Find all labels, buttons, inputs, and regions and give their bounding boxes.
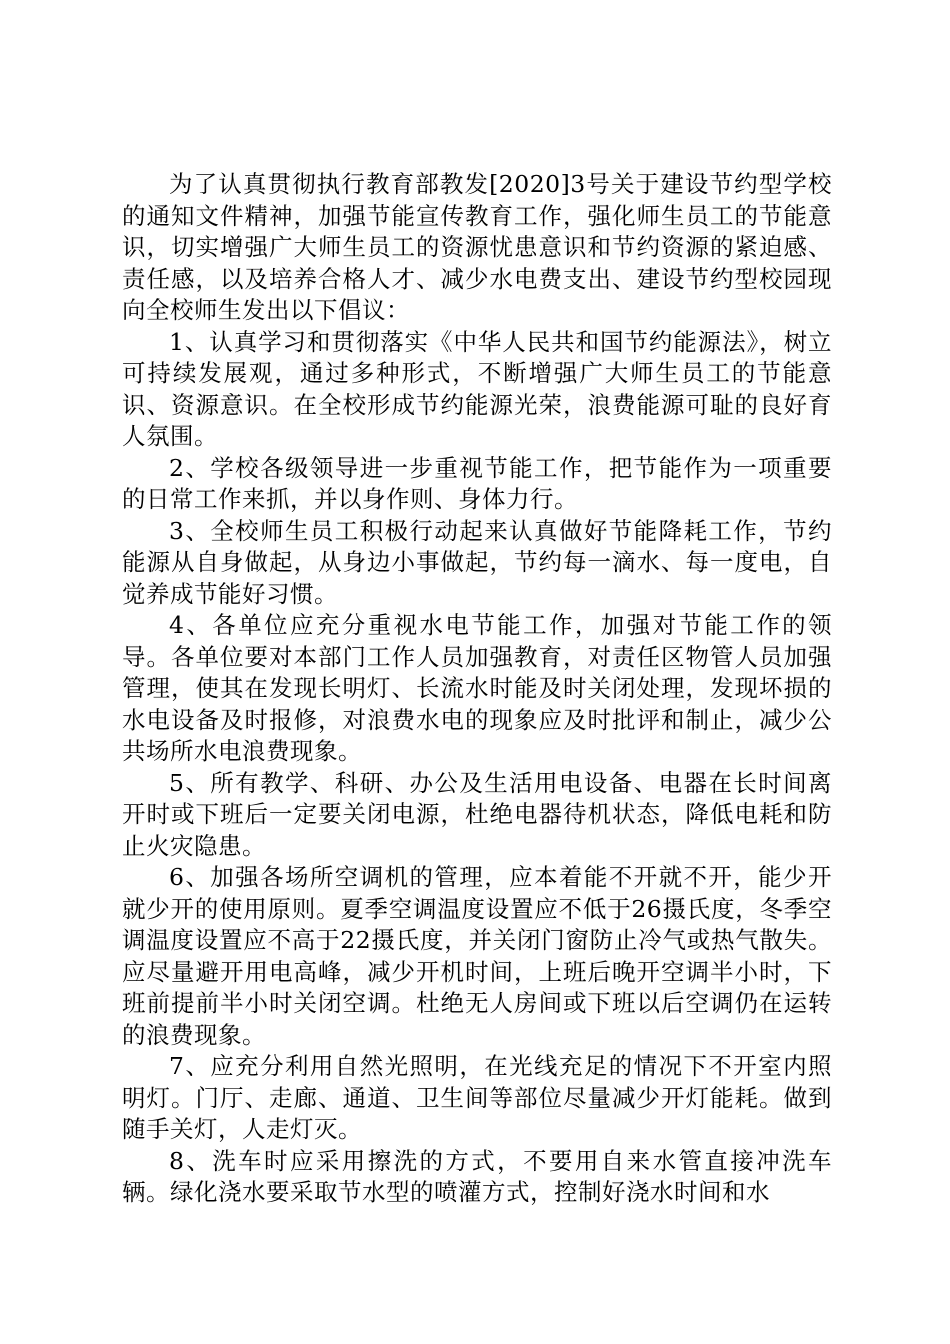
item-4-paragraph: 4、各单位应充分重视水电节能工作，加强对节能工作的领导。各单位要对本部门工作人员加强教育，对责任区物管人员加强管理，使其在发现长明灯、长流水时能及时关闭处理，发现坏损的水电设备及时报修，对浪费水电的现象应及时批评和制止，减少公共场所水电浪费现象。 (122, 611, 832, 765)
item-7-paragraph: 7、应充分利用自然光照明，在光线充足的情况下不开室内照明灯。门厅、走廊、通道、卫生间等部位尽量减少开灯能耗。做到随手关灯，人走灯灭。 (122, 1052, 832, 1143)
item-6-paragraph: 6、加强各场所空调机的管理，应本着能不开就不开，能少开就少开的使用原则。夏季空调温度设置应不低于26摄氏度，冬季空调温度设置应不高于22摄氏度，并关闭门窗防止冷气或热气散失。应尽量避开用电高峰，减少开机时间，上班后晚开空调半小时，下班前提前半小时关闭空调。杜绝无人房间或下班以后空调仍在运转的浪费现象。 (122, 863, 832, 1049)
item-1-paragraph: 1、认真学习和贯彻落实《中华人民共和国节约能源法》，树立可持续发展观，通过多种形式，不断增强广大师生员工的节能意识、资源意识。在全校形成节约能源光荣，浪费能源可耻的良好育人氛围。 (122, 327, 832, 450)
item-5-paragraph: 5、所有教学、科研、办公及生活用电设备、电器在长时间离开时或下班后一定要关闭电源，杜绝电器待机状态，降低电耗和防止火灾隐患。 (122, 768, 832, 860)
item-8-paragraph: 8、洗车时应采用擦洗的方式，不要用自来水管直接冲洗车辆。绿化浇水要采取节水型的喷灌方式，控制好浇水时间和水 (122, 1146, 832, 1206)
item-3-paragraph: 3、全校师生员工积极行动起来认真做好节能降耗工作，节约能源从自身做起，从身边小事做起，节约每一滴水、每一度电，自觉养成节能好习惯。 (122, 516, 832, 608)
intro-paragraph: 为了认真贯彻执行教育部教发[2020]3号关于建设节约型学校的通知文件精神，加强节能宣传教育工作，强化师生员工的节能意识，切实增强广大师生员工的资源忧患意识和节约资源的紧迫感、责任感，以及培养合格人才、减少水电费支出、建设节约型校园现向全校师生发出以下倡议： (122, 170, 832, 324)
document-body (122, 169, 832, 1209)
item-2-paragraph: 2、学校各级领导进一步重视节能工作，把节能作为一项重要的日常工作来抓，并以身作则、身体力行。 (122, 453, 832, 513)
